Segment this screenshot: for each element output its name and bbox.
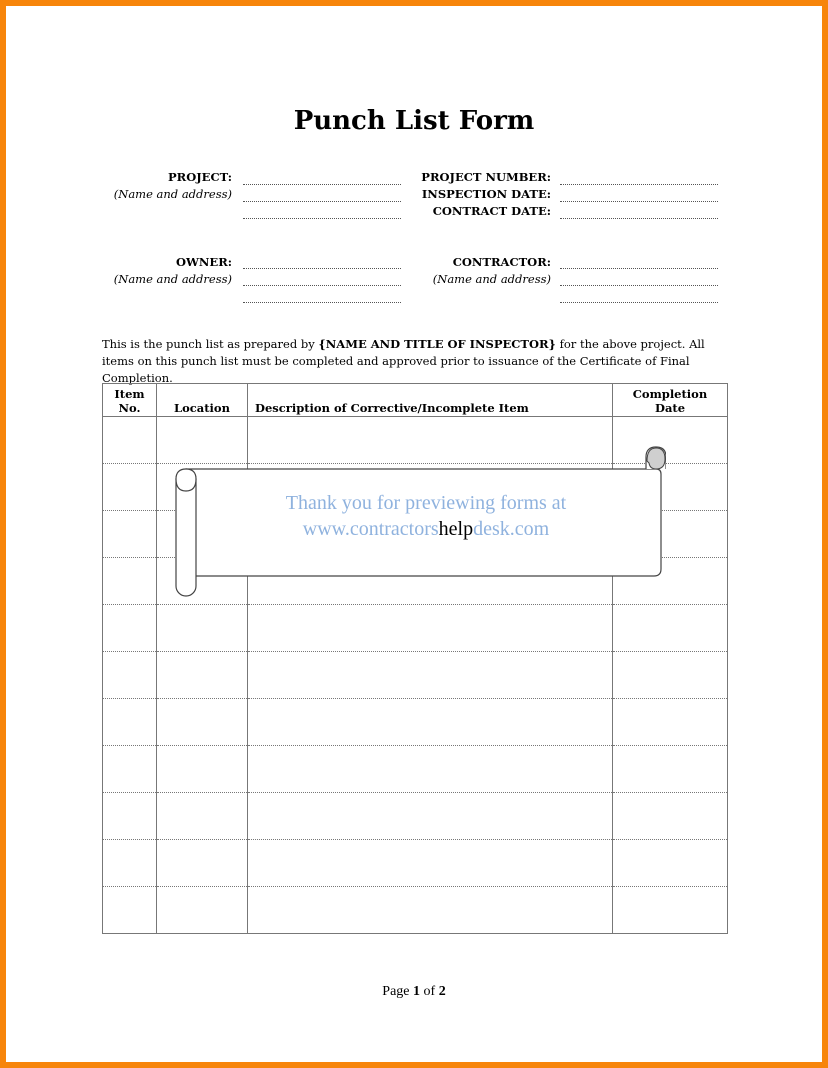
watermark-line-2[interactable]: [196, 516, 656, 542]
description-cell[interactable]: [248, 887, 613, 934]
description-cell[interactable]: [248, 840, 613, 887]
item-no-cell[interactable]: [103, 417, 157, 464]
contractor-line-3[interactable]: [560, 302, 718, 303]
col-item-no-header: [103, 384, 157, 417]
completion-date-cell[interactable]: [613, 605, 728, 652]
table-row: [103, 793, 728, 840]
project-line-3[interactable]: [243, 218, 401, 219]
intro-text-2: for the above project. All items on this punch list must be completed and approved prior to issuance of the Certificate of Final Completion.: [102, 337, 705, 385]
location-cell[interactable]: [157, 699, 248, 746]
intro-paragraph: [102, 336, 732, 387]
item-no-cell[interactable]: [103, 652, 157, 699]
col-completion-line1: Completion: [632, 387, 708, 401]
inspection-date-field[interactable]: [560, 201, 718, 202]
watermark-url-part-2: help: [438, 518, 474, 540]
contractor-line-1[interactable]: [560, 268, 718, 269]
completion-date-cell[interactable]: [613, 652, 728, 699]
project-line-1[interactable]: [243, 184, 401, 185]
page-footer: [6, 984, 822, 1000]
footer-of-word: of: [423, 984, 436, 999]
contractor-line-2[interactable]: [560, 285, 718, 286]
footer-current-page: 1: [413, 984, 421, 999]
location-cell[interactable]: [157, 605, 248, 652]
table-row: [103, 887, 728, 934]
item-no-cell[interactable]: [103, 887, 157, 934]
watermark-line-1: Thank you for previewing forms at: [285, 492, 567, 514]
contractor-sub-label: (Name and address): [432, 272, 551, 286]
table-row: [103, 605, 728, 652]
table-header-row: [103, 384, 728, 417]
owner-line-3[interactable]: [243, 302, 401, 303]
project-line-2[interactable]: [243, 201, 401, 202]
table-row: [103, 699, 728, 746]
table-row: [103, 746, 728, 793]
project-label: PROJECT:: [168, 170, 232, 184]
location-cell[interactable]: [157, 793, 248, 840]
project-number-field[interactable]: [560, 184, 718, 185]
contract-date-field[interactable]: [560, 218, 718, 219]
location-cell[interactable]: [157, 652, 248, 699]
item-no-cell[interactable]: [103, 746, 157, 793]
intro-text-1: This is the punch list as prepared by: [102, 337, 319, 351]
contractor-label: CONTRACTOR:: [452, 255, 551, 269]
description-cell[interactable]: [248, 605, 613, 652]
location-cell[interactable]: [157, 840, 248, 887]
item-no-cell[interactable]: [103, 464, 157, 511]
col-completion-header: [613, 384, 728, 417]
item-no-cell[interactable]: [103, 511, 157, 558]
item-no-cell[interactable]: [103, 558, 157, 605]
col-description-header: Description of Corrective/Incomplete Item: [248, 384, 613, 417]
inspector-placeholder: {NAME AND TITLE OF INSPECTOR}: [318, 337, 556, 351]
completion-date-cell[interactable]: [613, 793, 728, 840]
col-completion-line2: Date: [654, 401, 686, 415]
location-cell[interactable]: [157, 746, 248, 793]
footer-page-word: Page: [382, 984, 410, 999]
item-no-cell[interactable]: [103, 699, 157, 746]
contract-date-label: CONTRACT DATE:: [432, 204, 551, 218]
table-row: [103, 840, 728, 887]
inspection-date-label: INSPECTION DATE:: [421, 187, 551, 201]
description-cell[interactable]: [248, 793, 613, 840]
owner-line-1[interactable]: [243, 268, 401, 269]
footer-total-pages: 2: [438, 984, 446, 999]
project-sub-label: (Name and address): [113, 187, 232, 201]
col-location-header: Location: [157, 384, 248, 417]
item-no-cell[interactable]: [103, 840, 157, 887]
owner-sub-label: (Name and address): [113, 272, 232, 286]
description-cell[interactable]: [248, 746, 613, 793]
description-cell[interactable]: [248, 699, 613, 746]
completion-date-cell[interactable]: [613, 887, 728, 934]
completion-date-cell[interactable]: [613, 699, 728, 746]
description-cell[interactable]: [248, 652, 613, 699]
completion-date-cell[interactable]: [613, 746, 728, 793]
project-number-label: PROJECT NUMBER:: [421, 170, 551, 184]
completion-date-cell[interactable]: [613, 840, 728, 887]
col-item-line2: No.: [118, 401, 141, 415]
owner-line-2[interactable]: [243, 285, 401, 286]
watermark-url-part-3: desk.com: [473, 518, 550, 540]
item-no-cell[interactable]: [103, 793, 157, 840]
location-cell[interactable]: [157, 887, 248, 934]
watermark-text: [196, 490, 656, 542]
item-no-cell[interactable]: [103, 605, 157, 652]
table-row: [103, 652, 728, 699]
page-title: Punch List Form: [293, 106, 535, 136]
col-item-line1: Item: [114, 387, 145, 401]
watermark-url-part-1: www.contractors: [302, 518, 439, 540]
owner-label: OWNER:: [175, 255, 232, 269]
